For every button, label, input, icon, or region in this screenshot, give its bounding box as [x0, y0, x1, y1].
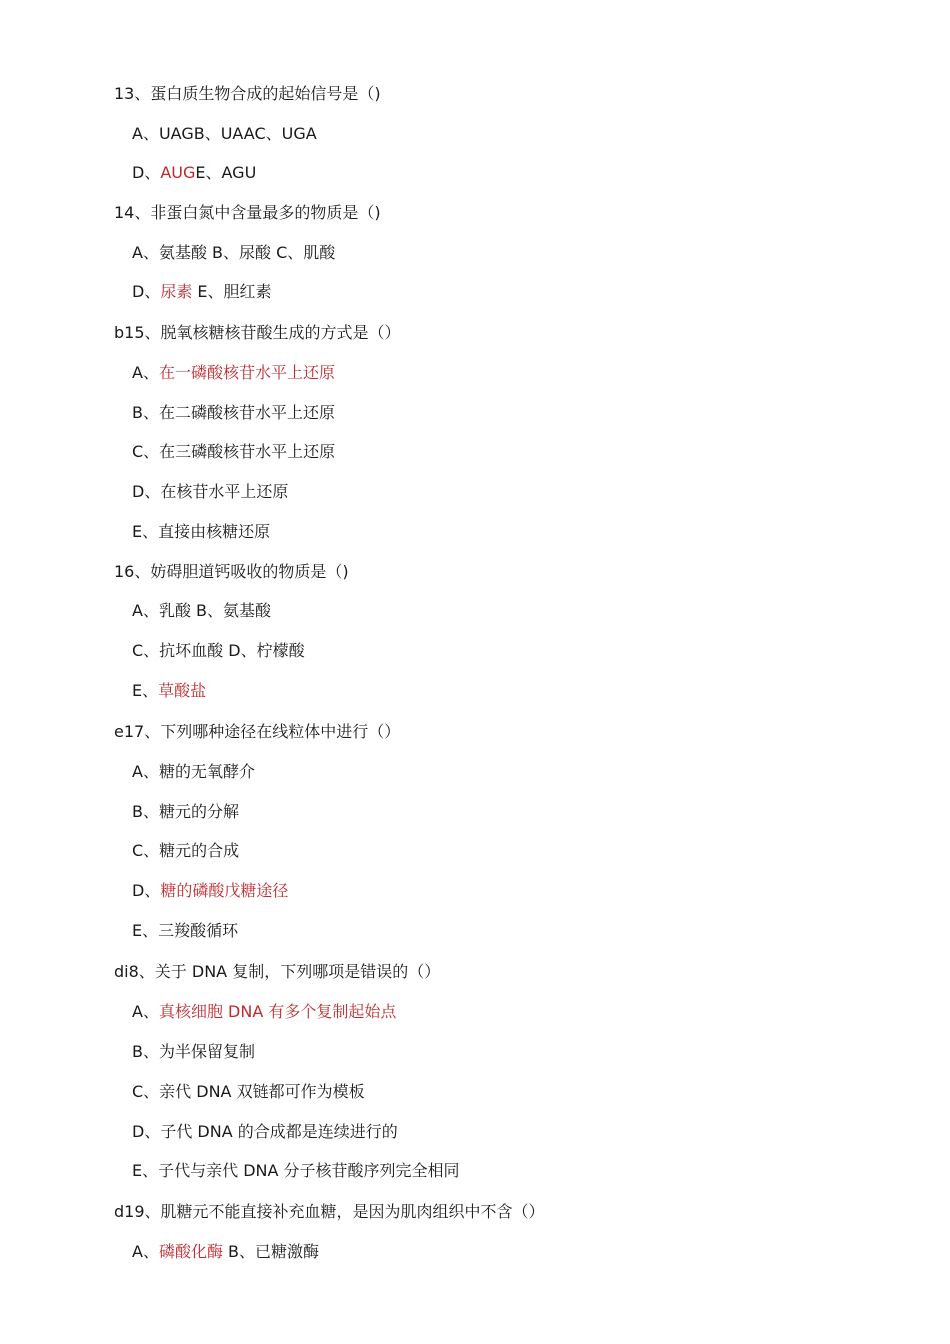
option-18-c: C、亲代 DNA 双链都可作为模板: [132, 1082, 365, 1101]
answer-highlight: 真核细胞 DNA 有多个复制起始点: [158, 1002, 397, 1021]
option-15-c: C、在三磷酸核苷水平上还原: [132, 442, 336, 461]
option-17-e: E、三羧酸循环: [132, 921, 239, 940]
question-13: 13、蛋白质生物合成的起始信号是（): [114, 84, 381, 103]
question-15: b15、脱氧核糖核苷酸生成的方式是（）: [114, 323, 401, 342]
option-16-c: C、抗坏血酸 D、柠檬酸: [132, 641, 305, 660]
option-15-e: E、直接由核糖还原: [132, 522, 271, 541]
question-16: 16、妨碍胆道钙吸收的物质是（): [114, 562, 349, 581]
question-14: 14、非蛋白氮中含量最多的物质是（): [114, 203, 381, 222]
option-13-d: [132, 162, 256, 184]
option-text: B、已糖激酶: [222, 1242, 320, 1261]
question-19: d19、肌糖元不能直接补充血糖，是因为肌肉组织中不含（）: [114, 1202, 545, 1221]
option-13-a: A、UAGB、UAAC、UGA: [132, 124, 317, 143]
option-18-a: [132, 1001, 396, 1023]
option-label: D、: [132, 163, 161, 182]
option-16-e: [132, 680, 206, 702]
option-17-b: B、糖元的分解: [132, 802, 239, 821]
answer-highlight: 草酸盐: [158, 681, 207, 700]
question-17: e17、下列哪种途径在线粒体中进行（）: [114, 722, 401, 741]
option-17-c: C、糖元的合成: [132, 841, 240, 860]
answer-highlight: 尿素: [160, 282, 193, 301]
option-17-d: [132, 880, 288, 902]
option-label: D、: [132, 881, 161, 900]
option-label: E、: [132, 681, 159, 700]
option-14-d: [132, 281, 272, 303]
option-17-a: A、糖的无氧酵介: [132, 762, 255, 781]
option-18-e: E、子代与亲代 DNA 分子核苷酸序列完全相同: [132, 1161, 460, 1180]
option-label: A、: [132, 1002, 159, 1021]
option-15-d: D、在核苷水平上还原: [132, 482, 289, 501]
option-label: A、: [132, 363, 159, 382]
option-15-a: [132, 362, 335, 384]
option-16-a: A、乳酸 B、氨基酸: [132, 601, 272, 620]
option-text: E、胆红素: [192, 282, 272, 301]
option-text: E、AGU: [195, 163, 257, 182]
question-18: di8、关于 DNA 复制，下列哪项是错误的（）: [114, 962, 441, 981]
option-label: A、: [132, 1242, 159, 1261]
option-14-a: A、氨基酸 B、尿酸 C、肌酸: [132, 243, 336, 262]
answer-highlight: 在一磷酸核苷水平上还原: [158, 363, 335, 382]
answer-highlight: 磷酸化酶: [158, 1242, 223, 1261]
option-label: D、: [132, 282, 161, 301]
option-19-a: [132, 1241, 319, 1263]
option-18-d: D、子代 DNA 的合成都是连续进行的: [132, 1122, 398, 1141]
answer-highlight: AUG: [160, 163, 196, 182]
option-18-b: B、为半保留复制: [132, 1042, 255, 1061]
answer-highlight: 糖的磷酸戊糖途径: [160, 881, 289, 900]
option-15-b: B、在二磷酸核苷水平上还原: [132, 403, 335, 422]
